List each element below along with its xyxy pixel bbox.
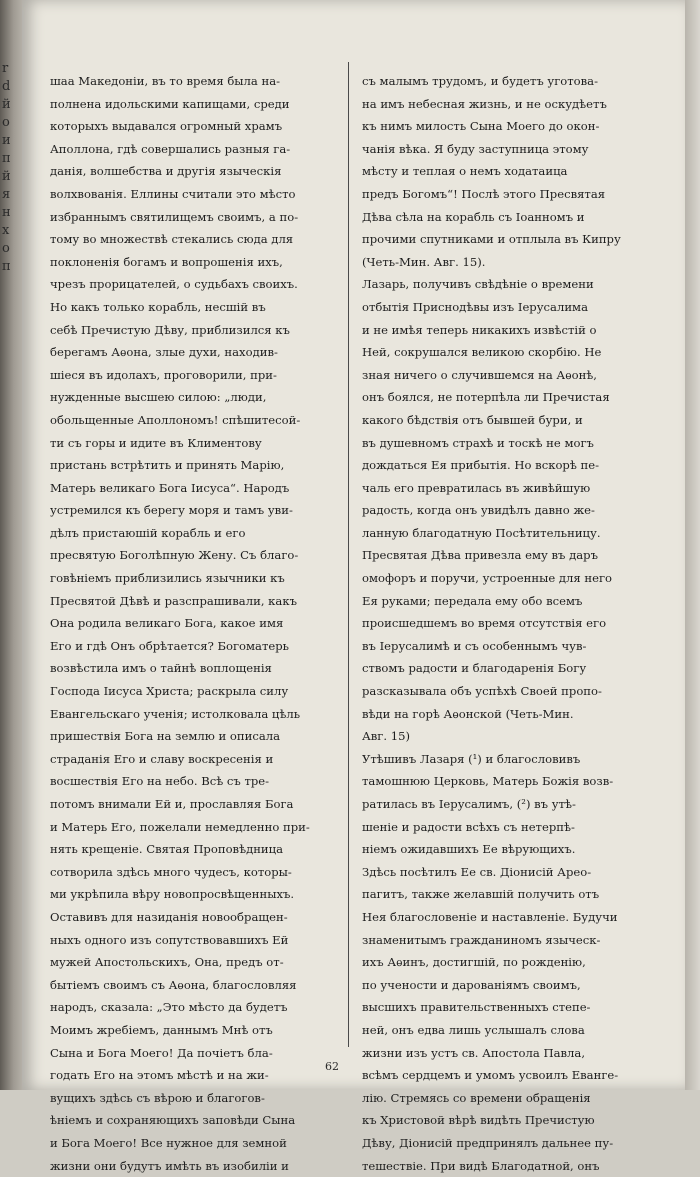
text-line: ратилась въ Іерусалимъ, (²) въ утѣ-	[362, 793, 657, 816]
text-line: лію. Стремясь со времени обращенія	[362, 1087, 657, 1110]
facing-page-letter: п	[2, 258, 26, 276]
text-line: чаль его превратилась въ живѣйшую	[362, 477, 657, 500]
facing-page-letter: о	[2, 240, 26, 258]
text-line: себѣ Пречистую Дѣву, приблизился къ	[50, 319, 345, 342]
text-line: жизни изъ устъ св. Апостола Павла,	[362, 1042, 657, 1065]
text-line: съ малымъ трудомъ, и будетъ уготова-	[362, 70, 657, 93]
text-line: Ней, сокрушался великою скорбію. Не	[362, 341, 657, 364]
text-line: ней, онъ едва лишь услышалъ слова	[362, 1019, 657, 1042]
facing-page-letter: d	[2, 78, 26, 96]
text-line: Ея руками; передала ему обо всемъ	[362, 590, 657, 613]
text-line: чанія вѣка. Я буду заступница этому	[362, 138, 657, 161]
text-line: нужденные высшею силою: „люди,	[50, 386, 345, 409]
text-line: разсказывала объ успѣхѣ Своей пропо-	[362, 680, 657, 703]
text-line: дѣлъ пристаюшій корабль и его	[50, 522, 345, 545]
text-line: Оставивъ для назиданія новообращен-	[50, 906, 345, 929]
text-line: поклоненія богамъ и вопрошенія ихъ,	[50, 251, 345, 274]
right-column	[362, 70, 657, 1177]
left-column	[50, 70, 345, 1177]
text-line: Но какъ только корабль, несшій въ	[50, 296, 345, 319]
text-line: въ Іерусалимѣ и съ особеннымъ чув-	[362, 635, 657, 658]
text-line: ныхъ одного изъ сопутствовавшихъ Ей	[50, 929, 345, 952]
text-line: Аполлона, гдѣ совершались разныя га-	[50, 138, 345, 161]
text-line: шеніе и радости всѣхъ съ нетерпѣ-	[362, 816, 657, 839]
facing-page-letter: r	[2, 60, 26, 78]
text-line: полнена идольскими капищами, среди	[50, 93, 345, 116]
text-line: ми укрѣпила вѣру новопросвѣщенныхъ.	[50, 883, 345, 906]
text-line: ланную благодатную Посѣтительницу.	[362, 522, 657, 545]
text-line: пришествія Бога на землю и описала	[50, 725, 345, 748]
text-line: жизни они будутъ имѣть въ изобиліи и	[50, 1155, 345, 1177]
book-page	[22, 0, 685, 1090]
text-line: по учености и дарованіямъ своимъ,	[362, 974, 657, 997]
facing-page-letter: й	[2, 168, 26, 186]
text-line: тешествіе. При видѣ Благодатной, онъ	[362, 1155, 657, 1177]
text-line: Евангельскаго ученія; истолковала цѣль	[50, 703, 345, 726]
text-line: ствомъ радости и благодаренія Богу	[362, 657, 657, 680]
facing-page-letter: х	[2, 222, 26, 240]
text-line: (Четь-Мин. Авг. 15).	[362, 251, 657, 274]
text-line: и не имѣя теперь никакихъ извѣстій о	[362, 319, 657, 342]
text-line: Утѣшивъ Лазаря (¹) и благословивъ	[362, 748, 657, 771]
text-line: мужей Апостольскихъ, Она, предъ от-	[50, 951, 345, 974]
text-line: ѣніемъ и сохраняющихъ заповѣди Сына	[50, 1109, 345, 1132]
text-line: шіеся въ идолахъ, проговорили, при-	[50, 364, 345, 387]
text-line: онъ боялся, не потерпѣла ли Пречистая	[362, 386, 657, 409]
text-line: Матерь великаго Бога Іисуса“. Народъ	[50, 477, 345, 500]
text-line: нять крещеніе. Святая Проповѣдница	[50, 838, 345, 861]
text-line: всѣмъ сердцемъ и умомъ усвоилъ Еванге-	[362, 1064, 657, 1087]
text-line: омофоръ и поручи, устроенные для него	[362, 567, 657, 590]
facing-page-letter: о	[2, 114, 26, 132]
text-line: ти съ горы и идите въ Климентову	[50, 432, 345, 455]
facing-page-letter: й	[2, 96, 26, 114]
text-line: говѣніемъ приблизились язычники къ	[50, 567, 345, 590]
text-line: страданія Его и славу воскресенія и	[50, 748, 345, 771]
text-line: тому во множествѣ стекались сюда для	[50, 228, 345, 251]
text-line: Пресвятая Дѣва привезла ему въ даръ	[362, 544, 657, 567]
text-line: радость, когда онъ увидѣлъ давно же-	[362, 499, 657, 522]
text-line: данія, волшебства и другія языческія	[50, 160, 345, 183]
text-line: знаменитымъ гражданиномъ языческ-	[362, 929, 657, 952]
facing-page-letter: н	[2, 204, 26, 222]
text-line: отбытія Приснодѣвы изъ Іерусалима	[362, 296, 657, 319]
text-line: зная ничего о случившемся на Аѳонѣ,	[362, 364, 657, 387]
text-line: къ Христовой вѣрѣ видѣть Пречистую	[362, 1109, 657, 1132]
text-line: въ душевномъ страхѣ и тоскѣ не могъ	[362, 432, 657, 455]
text-line: возвѣстила имъ о тайнѣ воплощенія	[50, 657, 345, 680]
text-line: восшествія Его на небо. Всѣ съ тре-	[50, 770, 345, 793]
text-line: и Матерь Его, пожелали немедленно при-	[50, 816, 345, 839]
text-line: обольщенные Аполлономъ! спѣшитесой-	[50, 409, 345, 432]
text-line: которыхъ выдавался огромный храмъ	[50, 115, 345, 138]
text-line: волхвованія. Еллины считали это мѣсто	[50, 183, 345, 206]
text-line: Моимъ жребіемъ, даннымъ Мнѣ отъ	[50, 1019, 345, 1042]
text-line: устремился къ берегу моря и тамъ уви-	[50, 499, 345, 522]
facing-page-letter: и	[2, 132, 26, 150]
column-divider	[348, 62, 349, 1047]
text-line: пагитъ, также желавшій получить отъ	[362, 883, 657, 906]
text-line: годать Его на этомъ мѣстѣ и на жи-	[50, 1064, 345, 1087]
text-line: Нея благословеніе и наставленіе. Будучи	[362, 906, 657, 929]
text-line: Дѣву, Діонисій предпринялъ дальнее пу-	[362, 1132, 657, 1155]
text-line: къ нимъ милость Сына Моего до окон-	[362, 115, 657, 138]
text-line: народъ, сказала: „Это мѣсто да будетъ	[50, 996, 345, 1019]
text-line: предъ Богомъ“! Послѣ этого Пресвятая	[362, 183, 657, 206]
text-line: Сына и Бога Моего! Да почіетъ бла-	[50, 1042, 345, 1065]
text-line: потомъ внимали Ей и, прославляя Бога	[50, 793, 345, 816]
text-line: сотворила здѣсь много чудесъ, которы-	[50, 861, 345, 884]
text-line: Господа Іисуса Христа; раскрыла силу	[50, 680, 345, 703]
text-line: пристань встрѣтить и принять Марію,	[50, 454, 345, 477]
text-line: Лазарь, получивъ свѣдѣніе о времени	[362, 273, 657, 296]
text-line: ихъ Аѳинъ, достигшій, по рожденію,	[362, 951, 657, 974]
text-line: и Бога Моего! Все нужное для земной	[50, 1132, 345, 1155]
text-line: мѣсту и теплая о немъ ходатаица	[362, 160, 657, 183]
text-line: бытіемъ своимъ съ Аѳона, благословляя	[50, 974, 345, 997]
text-line: Пресвятой Дѣвѣ и разспрашивали, какъ	[50, 590, 345, 613]
text-line: Здѣсь посѣтилъ Ее св. Діонисій Арео-	[362, 861, 657, 884]
text-line: избраннымъ святилищемъ своимъ, а по-	[50, 206, 345, 229]
text-line: вѣди на горѣ Аѳонской (Четь-Мин.	[362, 703, 657, 726]
page-number: 62	[322, 1060, 342, 1073]
text-line: чрезъ прорицателей, о судьбахъ своихъ.	[50, 273, 345, 296]
text-line: Авг. 15)	[362, 725, 657, 748]
text-line: шаа Македоніи, въ то время была на-	[50, 70, 345, 93]
facing-page-letter: я	[2, 186, 26, 204]
text-line: прочими спутниками и отплыла въ Кипру	[362, 228, 657, 251]
text-line: Дѣва сѣла на корабль съ Іоанномъ и	[362, 206, 657, 229]
text-line: Его и гдѣ Онъ обрѣтается? Богоматерь	[50, 635, 345, 658]
text-line: происшедшемъ во время отсутствія его	[362, 612, 657, 635]
text-line: какого бѣдствія отъ бывшей бури, и	[362, 409, 657, 432]
page-edge	[685, 0, 700, 1090]
text-line: берегамъ Аѳона, злые духи, находив-	[50, 341, 345, 364]
text-line: ніемъ ожидавшихъ Ее вѣрующихъ.	[362, 838, 657, 861]
text-line: пресвятую Боголѣпную Жену. Съ благо-	[50, 544, 345, 567]
text-line: высшихъ правительственныхъ степе-	[362, 996, 657, 1019]
text-line: вущихъ здѣсь съ вѣрою и благогов-	[50, 1087, 345, 1110]
text-line: на имъ небесная жизнь, и не оскудѣетъ	[362, 93, 657, 116]
text-line: дождаться Ея прибытія. Но вскорѣ пе-	[362, 454, 657, 477]
text-line: Она родила великаго Бога, какое имя	[50, 612, 345, 635]
facing-page-letter: п	[2, 150, 26, 168]
text-line: тамошнюю Церковь, Матерь Божія возв-	[362, 770, 657, 793]
